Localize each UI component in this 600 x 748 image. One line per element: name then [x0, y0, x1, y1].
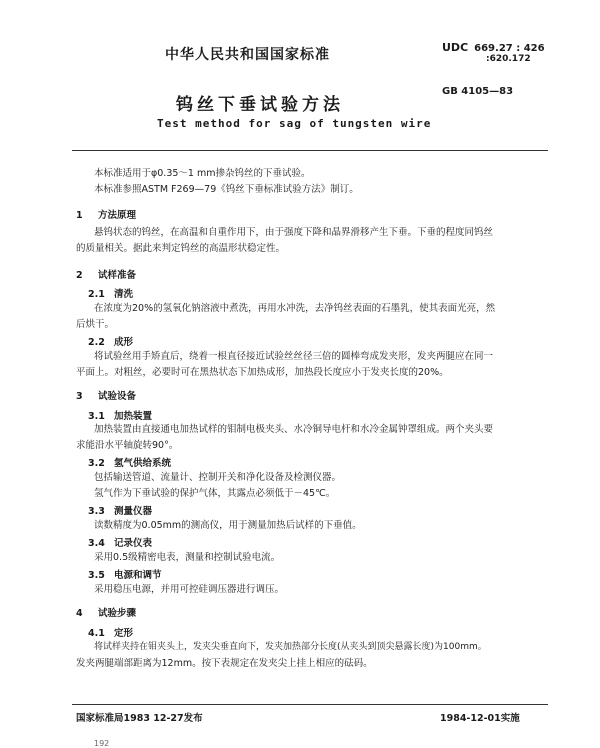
udc-label: UDC [442, 41, 469, 54]
section-2-1-heading: 2.1 清洗 [88, 289, 134, 300]
section-2-2-heading: 2.2 成形 [88, 337, 134, 348]
intro-line-2: 本标准参照ASTM F269—79《钨丝下垂标准试验方法》制订。 [94, 184, 359, 195]
intro-line-1: 本标准适用于φ0.35～1 mm掺杂钨丝的下垂试验。 [94, 168, 311, 179]
section-3-1-line-1: 加热装置由直接通电加热试样的钼制电极夹头、水冷铜导电杆和水冷金属钟罩组成。两个夹头要 [94, 424, 494, 435]
footer-divider [72, 704, 548, 705]
standard-header-title: 中华人民共和国国家标准 [165, 47, 330, 63]
udc-code-line-1: 669.27 : 426 [474, 43, 545, 54]
section-4-1-line-1: 将试样夹持在钼夹头上，发夹尖垂直向下，发夹加热部分长度(从夹头到顶尖悬露长度)为100mm。 [94, 642, 487, 652]
header-divider [72, 150, 548, 151]
issue-date: 国家标准局1983 12-27发布 [76, 713, 203, 724]
section-3-4-heading: 3.4 记录仪表 [88, 538, 153, 549]
udc-code-line-2: :620.172 [486, 54, 531, 64]
section-2-heading: 2 试样准备 [76, 270, 137, 281]
section-4-1-line-2: 发夹两腿端部距离为12mm。按下表规定在发夹尖上挂上相应的砝码。 [76, 658, 373, 669]
section-1-para-line-1: 悬钨状态的钨丝，在高温和自重作用下，由于强度下降和晶界滑移产生下垂。下垂的程度同钨丝 [94, 227, 494, 238]
section-2-1-line-2: 后烘干。 [76, 319, 115, 330]
section-4-heading: 4 试验步骤 [76, 608, 137, 619]
standard-number: GB 4105—83 [442, 86, 514, 97]
section-3-1-heading: 3.1 加热装置 [88, 411, 153, 422]
page-number: 192 [94, 739, 110, 748]
section-3-2-heading: 3.2 氢气供给系统 [88, 458, 172, 469]
section-1-heading: 1 方法原理 [76, 210, 137, 221]
section-2-2-line-2: 平面上。对粗丝，必要时可在黑热状态下加热成形，加热段长度应小于发夹长度的20%。 [76, 367, 449, 378]
section-3-5-line-1: 采用稳压电源，并用可控硅调压器进行调压。 [94, 584, 285, 595]
document-title-cn: 钨丝下垂试验方法 [176, 95, 344, 115]
section-3-4-line-1: 采用0.5级精密电表，测量和控制试验电流。 [94, 552, 281, 563]
section-3-2-line-1: 包括输送管道、流量计、控制开关和净化设备及检测仪器。 [94, 472, 342, 483]
section-2-1-line-1: 在浓度为20%的氢氧化钠溶液中煮洗，再用水冲洗，去净钨丝表面的石墨乳，使其表面光亮，然 [94, 303, 496, 314]
section-3-1-line-2: 求能沿水平轴旋转90°。 [76, 440, 179, 451]
effective-date: 1984-12-01实施 [440, 713, 520, 724]
section-1-para-line-2: 的质量相关。据此来判定钨丝的高温形状稳定性。 [76, 243, 286, 254]
udc-code [442, 42, 545, 54]
document-title-en: Test method for sag of tungsten wire [157, 117, 432, 130]
section-3-heading: 3 试验设备 [76, 391, 137, 402]
section-3-3-line-1: 读数精度为0.05mm的测高仪，用于测量加热后试样的下垂值。 [94, 520, 362, 531]
section-3-2-line-2: 氢气作为下垂试验的保护气体，其露点必须低于－45℃。 [94, 488, 336, 499]
section-3-5-heading: 3.5 电源和调节 [88, 570, 162, 581]
section-2-2-line-1: 将试验丝用手矫直后，绕着一根直径接近试验丝丝径三倍的圆棒弯成发夹形，发夹两腿应在同一 [94, 351, 494, 362]
section-4-1-heading: 4.1 定形 [88, 628, 134, 639]
section-3-3-heading: 3.3 测量仪器 [88, 506, 153, 517]
